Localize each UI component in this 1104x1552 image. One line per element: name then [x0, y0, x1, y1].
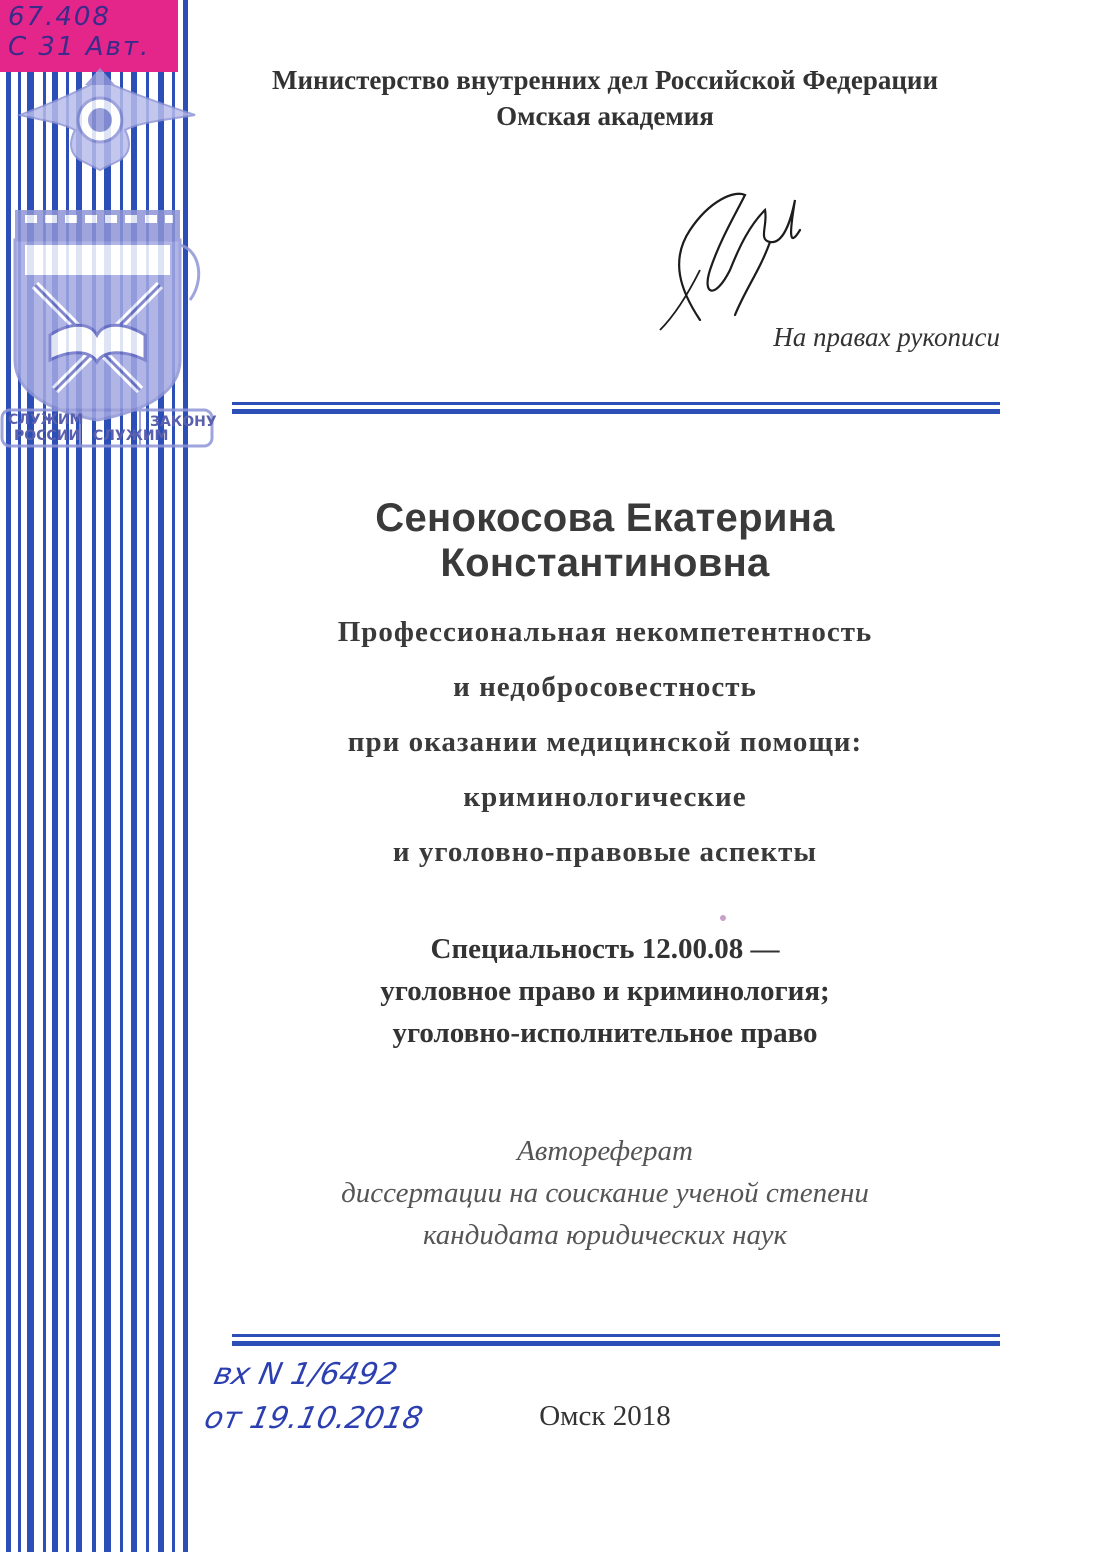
ribbon-word-4: СЛУЖИМ: [8, 412, 84, 428]
abstract-line-1: Автореферат: [517, 1135, 693, 1167]
bottom-divider: [232, 1334, 1000, 1348]
sticker-line-1: 67.408: [8, 2, 111, 32]
dissertation-title: [205, 605, 1005, 880]
specialty-block: [205, 928, 1005, 1054]
specialty-line-3: уголовно-исполнительное право: [392, 1017, 818, 1049]
abstract-line-3: кандидата юридических наук: [422, 1219, 788, 1251]
ribbon-word-3: РОССИИ: [14, 428, 81, 444]
ministry-header: [205, 62, 1005, 134]
sticker-line-2: С 31 Авт.: [8, 32, 151, 62]
ministry-name: Министерство внутренних дел Российской Федерации: [271, 65, 939, 95]
ribbon-word-2: СЛУЖИМ: [93, 428, 169, 444]
registration-handwriting: [200, 1348, 500, 1448]
handwritten-signature: [640, 170, 820, 340]
title-line-1: Профессиональная некомпетентность: [337, 616, 873, 648]
author-name: Сенокосова Екатерина Константиновна: [375, 496, 835, 585]
top-divider: [232, 402, 1000, 416]
paper-speck: [720, 915, 726, 921]
title-line-4: криминологические: [463, 781, 747, 813]
registration-line-1: вх N 1/6492: [210, 1357, 401, 1392]
title-line-3: при оказании медицинской помощи:: [347, 726, 863, 758]
registration-line-2: от 19.10.2018: [201, 1401, 426, 1436]
title-line-5: и уголовно-правовые аспекты: [392, 836, 818, 868]
specialty-line-1: Специальность 12.00.08 —: [430, 933, 780, 965]
abstract-line-2: диссертации на соискание ученой степени: [341, 1177, 869, 1209]
academy-name: Омская академия: [496, 101, 714, 131]
abstract-block: [205, 1130, 1005, 1256]
specialty-line-2: уголовное право и криминология;: [380, 975, 830, 1007]
title-line-2: и недобросовестность: [453, 671, 757, 703]
manuscript-note: На правах рукописи: [773, 322, 1000, 352]
academy-crest-icon: [0, 60, 220, 460]
ribbon-word-1: ЗАКОНУ: [150, 414, 217, 430]
city-year: Омск 2018: [539, 1400, 671, 1432]
